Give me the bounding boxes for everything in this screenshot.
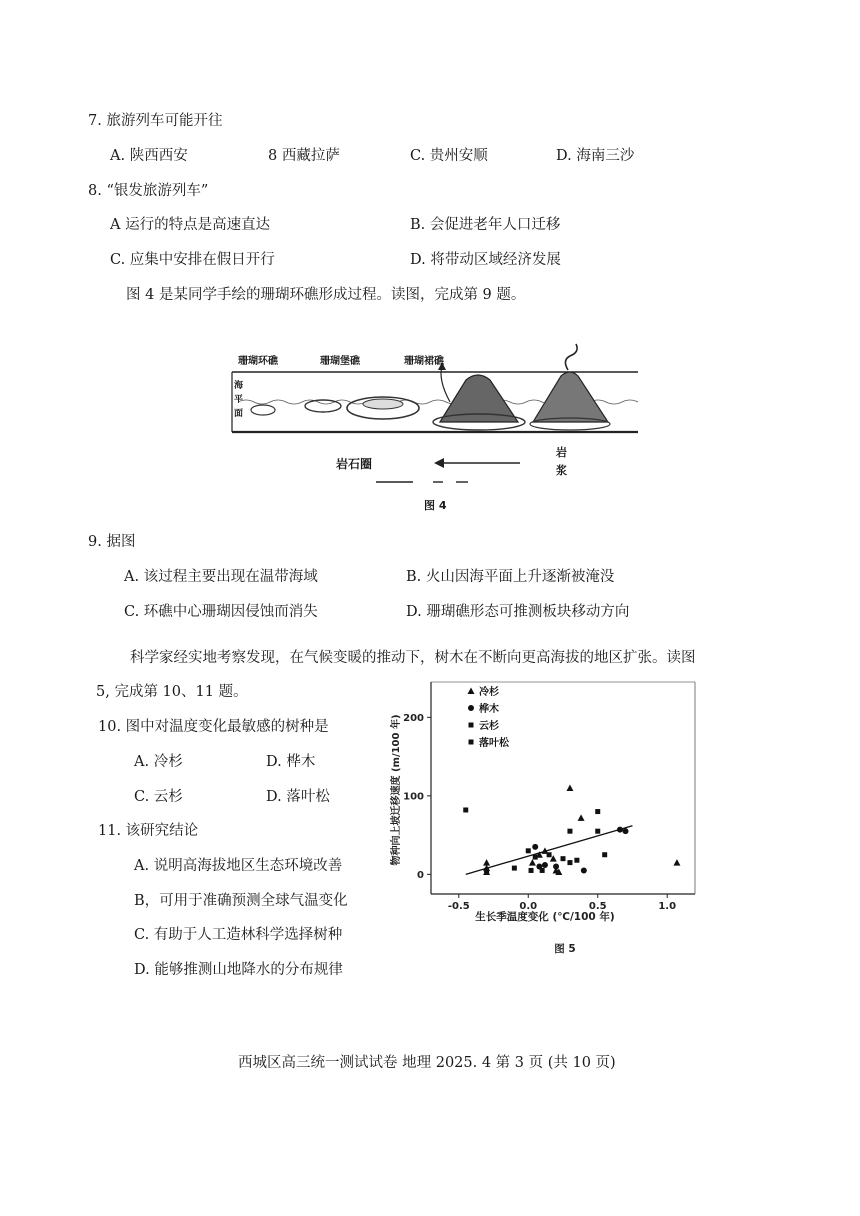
label-lithosphere: 岩石圈 (336, 457, 373, 471)
barrier-reef-island (363, 399, 403, 409)
data-point (581, 867, 587, 873)
intro-q10-line2: 5, 完成第 10、11 题。 (96, 684, 248, 700)
data-point (578, 814, 585, 821)
data-point (623, 828, 629, 834)
intro-q10-line1: 科学家经实地考察发现，在气候变暖的推动下，树木在不断向更高海拔的地区扩张。读图 (130, 650, 696, 666)
q9-stem: 9. 据图 (88, 534, 136, 550)
data-point (533, 855, 538, 860)
legend-label: 云杉 (479, 721, 499, 732)
atoll-ring (251, 405, 275, 415)
data-point (673, 859, 680, 866)
q11-option-b: B，可用于准确预测全球气温变化 (134, 893, 348, 909)
data-point (512, 866, 517, 871)
q10-option-a: A. 冷杉 (134, 754, 183, 770)
data-point (566, 785, 573, 792)
legend-marker (469, 740, 474, 745)
label-sea-1: 海 (234, 381, 244, 391)
q11-option-a: A. 说明高海拔地区生态环境改善 (134, 858, 343, 874)
data-point (561, 856, 566, 861)
q9-option-c: C. 环礁中心珊瑚因侵蚀而消失 (124, 604, 318, 620)
data-point (526, 848, 531, 853)
data-point (602, 852, 607, 857)
q10-option-b: D. 桦木 (266, 754, 316, 770)
q9-option-d: D. 珊瑚礁形态可推测板块移动方向 (406, 604, 630, 620)
q10-option-c: C. 云杉 (134, 789, 183, 805)
q8-option-d: D. 将带动区域经济发展 (410, 252, 561, 268)
y-tick-label: 200 (403, 712, 424, 724)
q11-stem: 11. 该研究结论 (98, 823, 199, 839)
data-point (540, 868, 545, 873)
data-point (567, 829, 572, 834)
data-point (567, 860, 572, 865)
legend-marker (468, 688, 475, 695)
trend-line (466, 826, 633, 875)
data-point (574, 858, 579, 863)
q9-option-a: A. 该过程主要出现在温带海域 (124, 569, 318, 585)
q8-option-a: A 运行的特点是高速直达 (110, 217, 271, 233)
y-tick-label: 100 (403, 791, 424, 803)
intro-q9: 图 4 是某同学手绘的珊瑚环礁形成过程。读图，完成第 9 题。 (126, 287, 526, 303)
data-point (595, 809, 600, 814)
x-tick-label: 0.5 (588, 901, 607, 912)
q8-stem: 8. “银发旅游列车” (88, 183, 209, 199)
data-point (595, 829, 600, 834)
q11-option-d: D. 能够推测山地降水的分布规律 (134, 962, 343, 978)
data-point (547, 852, 552, 857)
data-point (529, 868, 534, 873)
y-axis-label: 物种向上坡迁移速度 (m/100 年) (391, 714, 402, 866)
q7-option-c: C. 贵州安顺 (410, 148, 488, 164)
q9-option-b: B. 火山因海平面上升逐渐被淹没 (406, 569, 615, 585)
q7-option-b: 8 西藏拉萨 (268, 148, 340, 164)
label-sea-2: 平 (234, 395, 244, 405)
data-point (542, 862, 548, 868)
q8-option-b: B. 会促进老年人口迁移 (410, 217, 561, 233)
figure-4-caption: 图 4 (424, 499, 447, 512)
q7-option-a: A. 陕西西安 (110, 148, 188, 164)
figure-5-caption: 图 5 (554, 943, 576, 955)
q10-stem: 10. 图中对温度变化最敏感的树种是 (98, 719, 329, 735)
data-point (463, 807, 468, 812)
legend-label: 落叶松 (479, 738, 509, 749)
q11-option-c: C. 有助于人工造林科学选择树种 (134, 927, 343, 943)
scatter-chart (385, 672, 705, 962)
volcano-active (533, 372, 608, 422)
label-atoll: 珊瑚环礁 (238, 356, 278, 367)
x-tick-label: 1.0 (658, 901, 677, 912)
figure-4 (228, 340, 638, 520)
volcano-smoke (565, 344, 577, 370)
legend-marker (468, 705, 474, 711)
q7-option-d: D. 海南三沙 (556, 148, 635, 164)
label-magma-1: 岩 (556, 446, 567, 459)
barrier-reef-early (305, 400, 341, 412)
legend-label: 冷杉 (479, 687, 499, 698)
legend-label: 桦木 (479, 704, 499, 715)
q7-stem: 7. 旅游列车可能开往 (88, 113, 223, 129)
data-point (529, 859, 536, 866)
y-tick-label: 0 (417, 869, 424, 881)
q10-option-d: D. 落叶松 (266, 789, 330, 805)
label-sea-3: 面 (234, 409, 244, 419)
figure-5 (385, 672, 705, 962)
q8-option-c: C. 应集中安排在假日开行 (110, 252, 275, 268)
x-tick-label: 0.0 (519, 901, 538, 912)
data-point (553, 864, 559, 870)
x-axis-label: 生长季温度变化 (℃/100 年) (475, 911, 615, 923)
label-fringing-reef: 珊瑚裙礁 (404, 356, 444, 367)
data-point (532, 844, 538, 850)
legend-marker (469, 723, 474, 728)
x-tick-label: -0.5 (447, 901, 470, 912)
page-footer: 西城区高三统一测试试卷 地理 2025. 4 第 3 页 (共 10 页) (238, 1055, 616, 1071)
label-magma-2: 浆 (556, 464, 567, 477)
label-barrier-reef: 珊瑚堡礁 (320, 356, 360, 367)
